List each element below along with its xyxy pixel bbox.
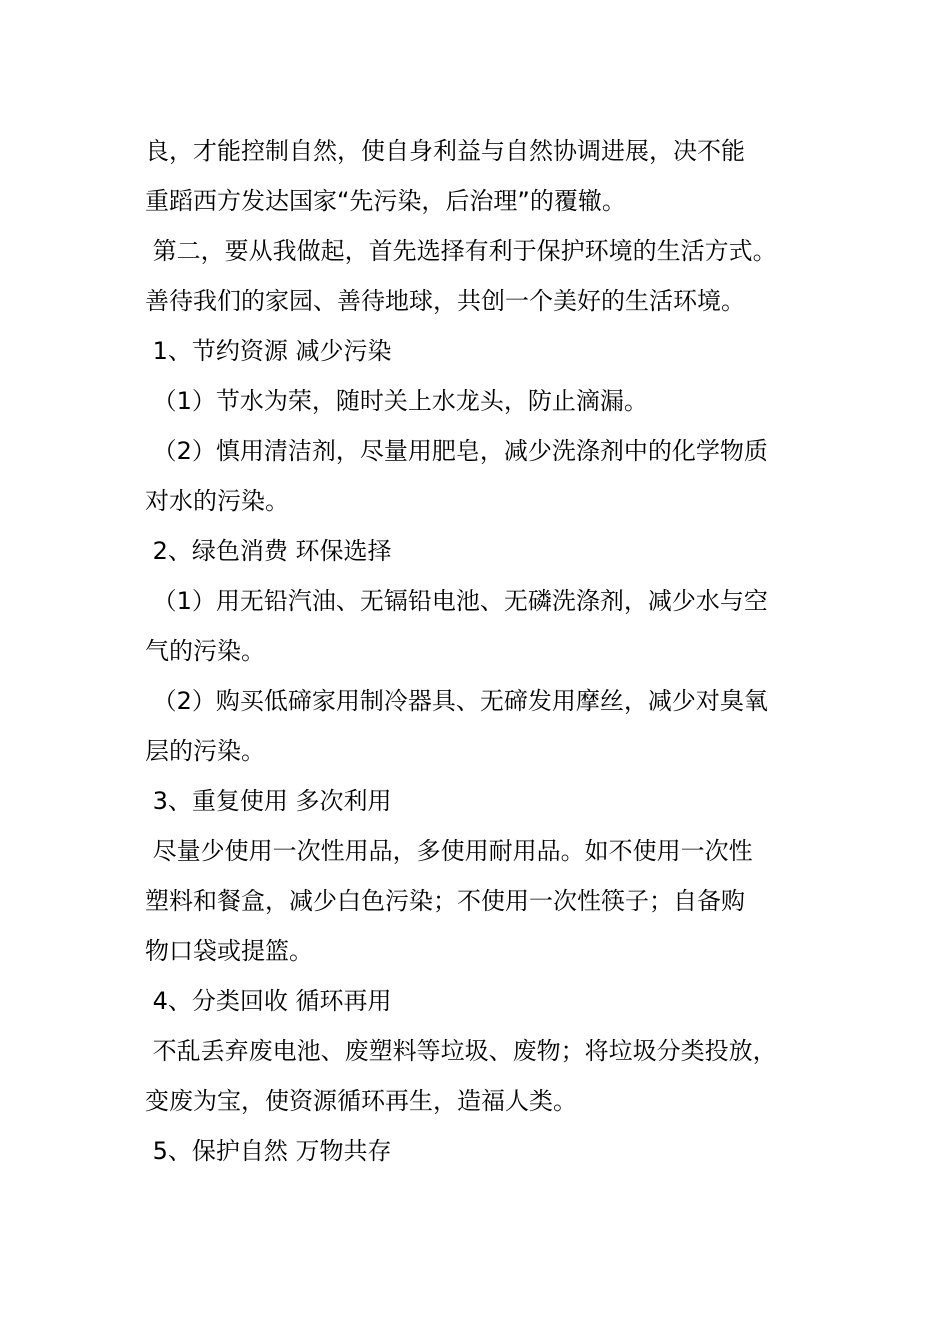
- text-line: 良，才能控制自然，使自身利益与自然协调进展，决不能: [145, 137, 745, 165]
- text-line: 不乱丢弃废电池、废塑料等垃圾、废物；将垃圾分类投放，: [145, 1037, 777, 1065]
- text-line: 物口袋或提篮。: [145, 937, 313, 965]
- text-line: 善待我们的家园、善待地球，共创一个美好的生活环境。: [145, 287, 745, 315]
- text-line: （1）节水为荣，随时关上水龙头，防止滴漏。: [145, 387, 648, 415]
- text-line: （1）用无铅汽油、无镉铅电池、无磷洗涤剂，减少水与空: [145, 587, 768, 615]
- section-heading: 3、重复使用 多次利用: [145, 787, 392, 815]
- section-heading: 4、分类回收 循环再用: [145, 987, 392, 1015]
- text-line: 重蹈西方发达国家“先污染，后治理”的覆辙。: [145, 187, 626, 215]
- text-line: 塑料和餐盒，减少白色污染；不使用一次性筷子；自备购: [145, 887, 745, 915]
- section-heading: 1、节约资源 减少污染: [145, 337, 392, 365]
- text-line: 变废为宝，使资源循环再生，造福人类。: [145, 1087, 577, 1115]
- text-line: 对水的污染。: [145, 487, 289, 515]
- text-line: 气的污染。: [145, 637, 265, 665]
- text-line: （2）购买低碲家用制冷器具、无碲发用摩丝，减少对臭氧: [145, 687, 768, 715]
- text-line: 第二，要从我做起，首先选择有利于保护环境的生活方式。: [145, 237, 777, 265]
- text-line: 层的污染。: [145, 737, 265, 765]
- section-heading: 2、绿色消费 环保选择: [145, 537, 392, 565]
- document-body: [145, 126, 825, 1176]
- text-line: 尽量少使用一次性用品，多使用耐用品。如不使用一次性: [145, 837, 753, 865]
- text-line: （2）慎用清洁剂，尽量用肥皂，减少洗涤剂中的化学物质: [145, 437, 768, 465]
- section-heading: 5、保护自然 万物共存: [145, 1137, 392, 1165]
